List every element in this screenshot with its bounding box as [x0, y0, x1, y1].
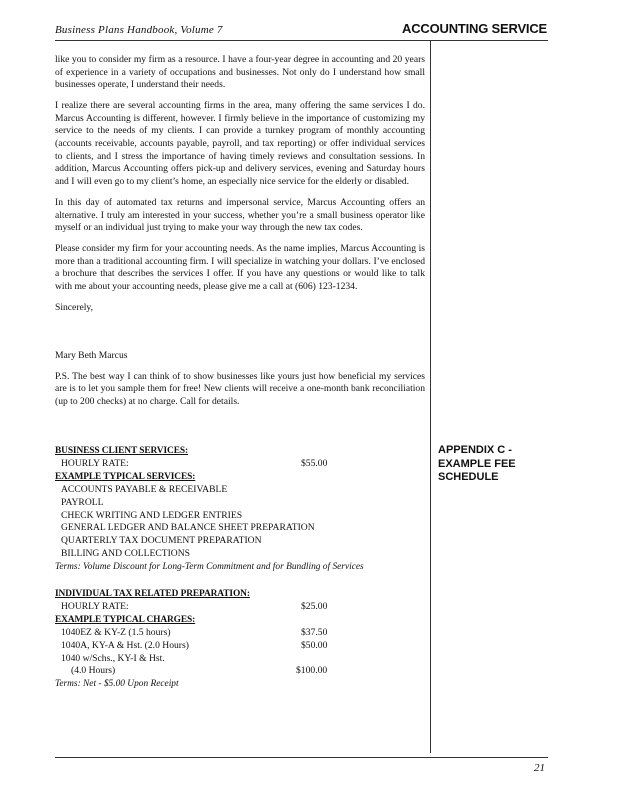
tax-terms: Terms: Net - $5.00 Upon Receipt	[55, 679, 179, 690]
service-item: BILLING AND COLLECTIONS	[61, 548, 190, 560]
tax-rate-row	[55, 601, 425, 614]
letter-body	[55, 54, 425, 417]
business-typical-heading: EXAMPLE TYPICAL SERVICES:	[55, 471, 196, 482]
service-item: ACCOUNTS PAYABLE & RECEIVABLE	[61, 483, 228, 495]
business-rate-row	[55, 458, 425, 471]
charge-value: $50.00	[301, 639, 328, 651]
tax-rate-value: $25.00	[301, 600, 328, 612]
charge-row	[55, 640, 425, 653]
business-terms: Terms: Volume Discount for Long-Term Commitment and for Bundling of Services	[55, 562, 364, 573]
charge-value: $37.50	[301, 626, 328, 638]
letter-paragraph: I realize there are several accounting firms in the area, many offering the same services I do. Marcus Accounting is different, however. I firmly believe in the importance of customizing my service to the needs of my clients. I can provide a turnkey program of monthly accounting (accounts receivable, accounts payable, payroll, and tax reporting) or offer individual services to clients, and I stress the importance of having timely reviews and consultation sessions. In addition, Marcus Accounting offers pick-up and delivery services, evening and Saturday hours and I will even go to my client’s home, an especially nice service for the elderly or disabled.	[55, 100, 425, 187]
appendix-heading-line: EXAMPLE FEE	[438, 457, 516, 470]
service-item: CHECK WRITING AND LEDGER ENTRIES	[61, 509, 243, 521]
charge-row	[55, 665, 425, 678]
running-header-section: ACCOUNTING SERVICE	[402, 21, 547, 36]
page-number: 21	[534, 762, 545, 774]
charge-row	[55, 627, 425, 640]
service-item: QUARTERLY TAX DOCUMENT PREPARATION	[61, 535, 262, 547]
tax-rate-label: HOURLY RATE:	[61, 600, 129, 612]
tax-preparation-heading: INDIVIDUAL TAX RELATED PREPARATION:	[55, 589, 250, 600]
letter-paragraph: In this day of automated tax returns and impersonal service, Marcus Accounting offers an alternative. I truly am interested in your success, whether you’re a small business operator like myself or an individual just trying to make your way through the new tax codes.	[55, 196, 425, 234]
business-services-heading: BUSINESS CLIENT SERVICES:	[55, 446, 188, 456]
header-divider	[55, 40, 548, 41]
service-item: GENERAL LEDGER AND BALANCE SHEET PREPARATION	[61, 522, 315, 534]
appendix-heading-line: SCHEDULE	[438, 471, 499, 483]
column-divider	[430, 41, 431, 753]
charge-label: 1040EZ & KY-Z (1.5 hours)	[61, 626, 171, 638]
charge-label: 1040A, KY-A & Hst. (2.0 Hours)	[61, 639, 189, 651]
tax-charges-heading: EXAMPLE TYPICAL CHARGES:	[55, 614, 196, 625]
fee-schedule	[55, 445, 425, 691]
business-rate-label: HOURLY RATE:	[61, 457, 129, 469]
charge-hours: (4.0 Hours)	[71, 665, 116, 677]
letter-signature: Mary Beth Marcus	[55, 349, 128, 361]
charge-value: $100.00	[296, 665, 328, 677]
letter-postscript: P.S. The best way I can think of to show businesses like yours just how beneficial my services are is to let you sample them for free! New clients will receive a one-month bank reconciliation (up to 200 checks) at no charge. Call for details.	[55, 370, 425, 407]
letter-closing: Sincerely,	[55, 302, 94, 314]
footer-divider	[55, 757, 548, 758]
appendix-heading-line: APPENDIX C -	[438, 444, 512, 456]
business-rate-value: $55.00	[301, 457, 328, 469]
letter-paragraph: Please consider my firm for your accounting needs. As the name implies, Marcus Accounting is more than a traditional accounting firm. I will specialize in watching your dollars. I’ve enclosed a brochure that describes the services I offer. If you have any questions or would like to talk with me about your accounting needs, please give me a call at (606) 123-1234.	[55, 243, 425, 292]
section-spacer	[55, 574, 425, 588]
running-header-title: Business Plans Handbook, Volume 7	[55, 24, 223, 36]
service-item: PAYROLL	[61, 496, 104, 508]
letter-paragraph: like you to consider my firm as a resource. I have a four-year degree in accounting and 20 years of experience in a variety of occupations and businesses. Not only do I understand how small businesses operate, I understand their needs.	[55, 54, 425, 91]
appendix-heading	[438, 444, 558, 485]
charge-label: 1040 w/Schs., KY-I & Hst.	[61, 652, 165, 664]
